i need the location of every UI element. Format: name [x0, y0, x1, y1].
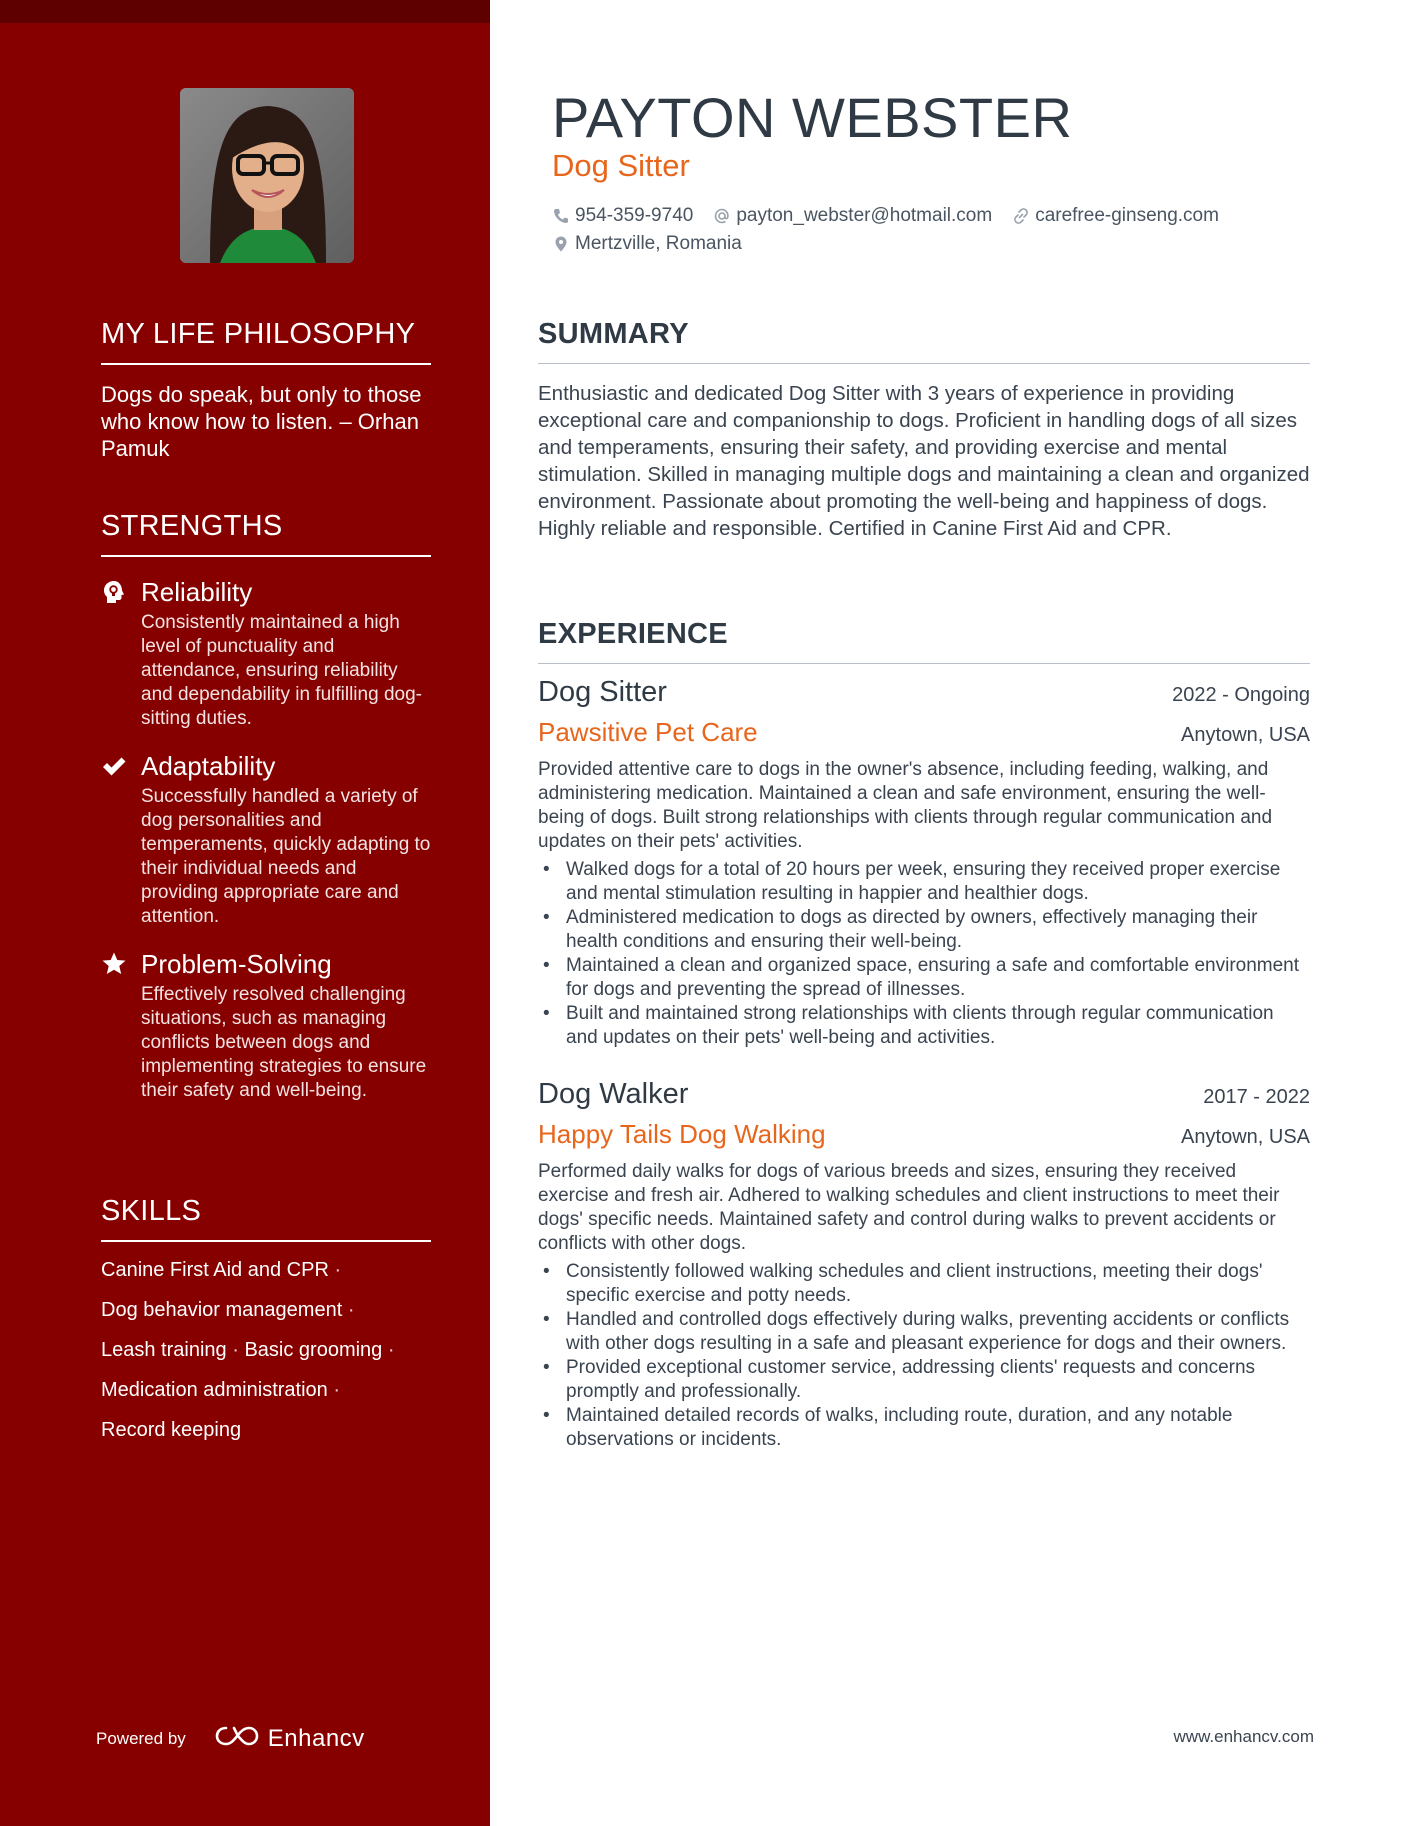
- link-icon: [1012, 207, 1030, 225]
- job-bullets: [538, 858, 1310, 1050]
- strength-description: Effectively resolved challenging situations, such as managing conflicts between dogs and implementing strategies to ensure their safety and well-being.: [141, 984, 427, 1101]
- job-header-row: [538, 1078, 1310, 1111]
- strength-description: Successfully handled a variety of dog personalities and temperaments, quickly adapting to their individual needs and providing appropriate care and attention.: [141, 786, 431, 927]
- strength-adaptability: [101, 749, 431, 929]
- head-lightbulb-icon: [101, 579, 127, 605]
- summary-text: Enthusiastic and dedicated Dog Sitter with 3 years of experience in providing exceptional care and companionship to dogs. Proficient in handling dogs of all sizes and temperaments, ensuring their safety, and providing exercise and mental stimulation. Skilled in managing multiple dogs and maintaining a clean and organized environment. Passionate about promoting the well-being and happiness of dogs. Highly reliable and responsible. Certified in Canine First Aid and CPR.: [538, 382, 1310, 540]
- candidate-role: Dog Sitter: [552, 148, 690, 183]
- bullet-item: • Administered medication to dogs as directed by owners, effectively managing their health conditions and ensuring their well-being.: [538, 906, 1310, 954]
- enhancv-logo[interactable]: [214, 1724, 365, 1753]
- contact-row: [552, 230, 1352, 258]
- job-description: Provided attentive care to dogs in the owner's absence, including feeding, walking, and administering medication. Maintained a clean and safe environment, ensuring the well-being of dogs. Built strong relationships with clients through regular communication and updates on their pets' activities.: [538, 759, 1273, 852]
- contact-info: [552, 202, 1352, 258]
- experience-entry: [538, 1078, 1310, 1452]
- bullet-item: • Handled and controlled dogs effectively during walks, preventing accidents or conflicts with other dogs resulting in a safe and pleasant experience for dogs and their owners.: [538, 1308, 1310, 1356]
- experience-title: EXPERIENCE: [538, 618, 1310, 664]
- location-text: Mertzville, Romania: [575, 233, 742, 254]
- profile-photo: [180, 88, 354, 263]
- at-sign-icon: [713, 207, 731, 225]
- job-description: Performed daily walks for dogs of various breeds and sizes, ensuring they received exercise and fresh air. Adhered to walking schedules and client instructions to meet their dogs' specific needs. Maintained safety and control during walks to prevent accidents or conflicts with other dogs.: [538, 1161, 1280, 1254]
- contact-location: [552, 233, 742, 255]
- check-icon: [101, 753, 127, 779]
- sidebar: [0, 0, 490, 1826]
- skill-separator: ·: [387, 1339, 395, 1361]
- powered-by: [96, 1724, 365, 1753]
- strengths-title: STRENGTHS: [101, 510, 431, 557]
- strength-title: Problem-Solving: [141, 949, 332, 979]
- skill-separator: ·: [333, 1379, 341, 1401]
- footer-website-link[interactable]: www.enhancv.com: [1173, 1727, 1314, 1746]
- job-bullets: [538, 1260, 1310, 1452]
- strength-description: Consistently maintained a high level of punctuality and attendance, ensuring reliability and dependability in fulfilling dog-sitting duties.: [141, 612, 422, 729]
- skill-item: Record keeping: [101, 1419, 242, 1441]
- infinity-logo-icon: [214, 1724, 260, 1753]
- skill-item: Canine First Aid and CPR: [101, 1259, 329, 1281]
- email-text: payton_webster@hotmail.com: [736, 205, 993, 226]
- job-title: Dog Walker: [538, 1078, 689, 1110]
- main-content: [490, 0, 1410, 1826]
- skills-title: SKILLS: [101, 1195, 431, 1242]
- experience-section: [538, 618, 1310, 1452]
- strengths-section: [101, 510, 431, 1103]
- strength-title: Adaptability: [141, 751, 276, 781]
- philosophy-title: MY LIFE PHILOSOPHY: [101, 318, 431, 365]
- powered-by-label: Powered by: [96, 1728, 186, 1748]
- skill-item: Medication administration: [101, 1379, 328, 1401]
- star-icon: [101, 951, 127, 977]
- bullet-item: • Consistently followed walking schedules and client instructions, meeting their dogs' specific exercise and potty needs.: [538, 1260, 1310, 1308]
- contact-website[interactable]: [1012, 205, 1219, 227]
- candidate-name: PAYTON WEBSTER: [552, 86, 1073, 149]
- strength-reliability: [101, 575, 431, 731]
- job-company: Pawsitive Pet Care: [538, 717, 758, 747]
- contact-email[interactable]: [713, 205, 992, 227]
- skill-row: [101, 1298, 431, 1322]
- sidebar-top-bar: [0, 0, 490, 23]
- contact-phone[interactable]: [552, 205, 693, 227]
- bullet-item: • Walked dogs for a total of 20 hours per week, ensuring they received proper exercise and mental stimulation resulting in happier and healthier dogs.: [538, 858, 1310, 906]
- bullet-item: • Built and maintained strong relationships with clients through regular communication and updates on their pets' well-being and activities.: [538, 1002, 1310, 1050]
- website-text: carefree-ginseng.com: [1035, 205, 1219, 226]
- experience-entry: [538, 676, 1310, 1050]
- skill-separator: ·: [232, 1339, 239, 1361]
- contact-row: [552, 202, 1352, 230]
- job-title: Dog Sitter: [538, 676, 667, 708]
- philosophy-quote: Dogs do speak, but only to those who know how to listen. – Orhan Pamuk: [101, 382, 422, 461]
- phone-text: 954-359-9740: [575, 205, 694, 226]
- skill-row: [101, 1338, 431, 1362]
- strength-problem-solving: [101, 947, 431, 1103]
- job-company-row: [538, 1119, 1310, 1150]
- job-company: Happy Tails Dog Walking: [538, 1119, 826, 1149]
- job-location: Anytown, USA: [1181, 1126, 1310, 1148]
- summary-title: SUMMARY: [538, 318, 1310, 364]
- skill-item: Leash training: [101, 1339, 227, 1361]
- skills-list: [101, 1258, 431, 1442]
- skill-item: Basic grooming: [244, 1339, 383, 1361]
- job-location: Anytown, USA: [1181, 724, 1310, 746]
- skill-separator: ·: [334, 1259, 342, 1281]
- location-pin-icon: [552, 235, 570, 253]
- strength-title: Reliability: [141, 577, 253, 607]
- skill-row: [101, 1418, 431, 1442]
- skills-section: [101, 1195, 431, 1442]
- bullet-item: • Provided exceptional customer service, addressing clients' requests and concerns promptly and professionally.: [538, 1356, 1310, 1404]
- skill-row: [101, 1258, 431, 1282]
- skill-row: [101, 1378, 431, 1402]
- job-header-row: [538, 676, 1310, 709]
- summary-section: [538, 318, 1310, 542]
- skill-item: Dog behavior management: [101, 1299, 343, 1321]
- job-company-row: [538, 717, 1310, 748]
- job-dates: 2022 - Ongoing: [1172, 684, 1310, 706]
- bullet-item: • Maintained detailed records of walks, including route, duration, and any notable observations or incidents.: [538, 1404, 1310, 1452]
- enhancv-brand-name: Enhancv: [267, 1724, 365, 1752]
- bullet-item: • Maintained a clean and organized space, ensuring a safe and comfortable environment for dogs and preventing the spread of illnesses.: [538, 954, 1310, 1002]
- phone-icon: [552, 207, 570, 225]
- job-dates: 2017 - 2022: [1203, 1086, 1310, 1108]
- skill-separator: ·: [347, 1299, 355, 1321]
- philosophy-section: [101, 318, 431, 462]
